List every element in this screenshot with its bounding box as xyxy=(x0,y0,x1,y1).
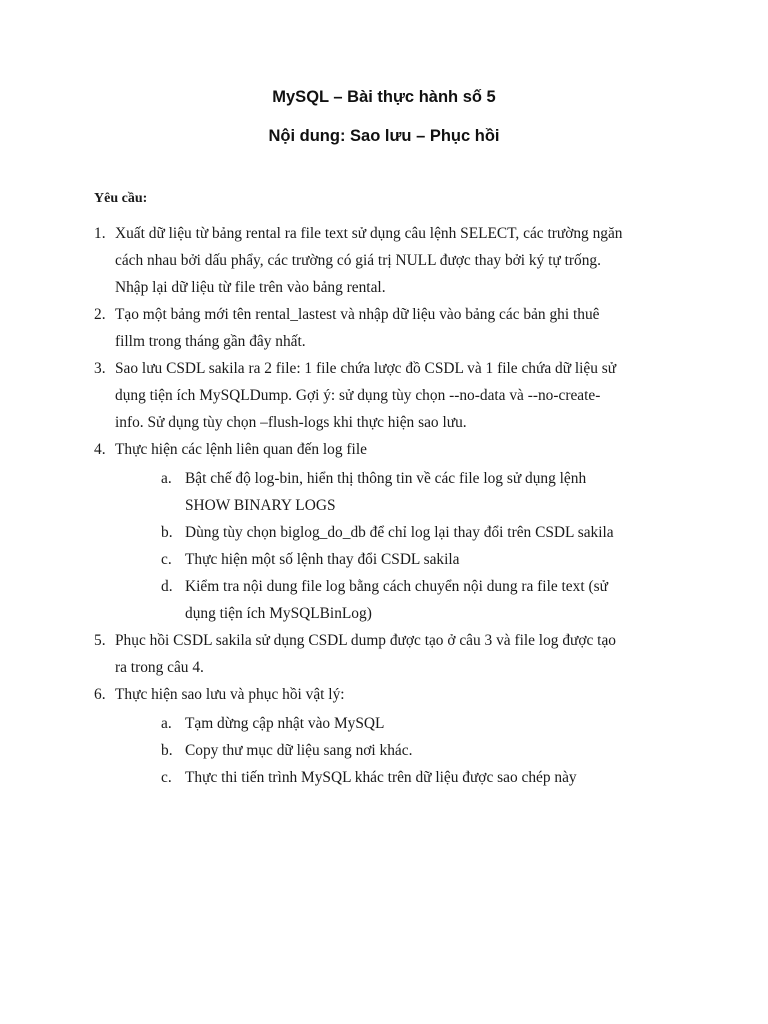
sub-item-letter: d. xyxy=(161,578,173,595)
item-number: 3. xyxy=(94,360,106,377)
item-text-line: Dùng tùy chọn biglog_do_db để chỉ log lại thay đổi trên CSDL sakila xyxy=(185,524,614,541)
document-title: MySQL – Bài thực hành số 5 xyxy=(272,88,496,106)
item-text-line: cách nhau bởi dấu phẩy, các trường có giá trị NULL được thay bởi ký tự trống. xyxy=(115,252,601,269)
item-text-line: Nhập lại dữ liệu từ file trên vào bảng rental. xyxy=(115,279,386,296)
sub-item-letter: c. xyxy=(161,769,172,786)
item-number: 5. xyxy=(94,632,106,649)
item-text-line: SHOW BINARY LOGS xyxy=(185,497,336,514)
item-text-line: Phục hồi CSDL sakila sử dụng CSDL dump được tạo ở câu 3 và file log được tạo xyxy=(115,632,616,649)
sub-item-letter: a. xyxy=(161,715,172,732)
item-text-line: Bật chế độ log-bin, hiển thị thông tin về các file log sử dụng lệnh xyxy=(185,470,587,487)
item-text-line: Copy thư mục dữ liệu sang nơi khác. xyxy=(185,742,413,759)
item-text-line: dụng tiện ích MySQLDump. Gợi ý: sử dụng tùy chọn --no-data và --no-create- xyxy=(115,387,601,404)
item-text-line: info. Sử dụng tùy chọn –flush-logs khi thực hiện sao lưu. xyxy=(115,414,467,431)
item-text-line: Xuất dữ liệu từ bảng rental ra file text sử dụng câu lệnh SELECT, các trường ngăn xyxy=(115,225,623,242)
item-text-line: Thực hiện sao lưu và phục hồi vật lý: xyxy=(115,686,345,703)
item-text-line: dụng tiện ích MySQLBinLog) xyxy=(185,605,372,622)
item-number: 2. xyxy=(94,306,106,323)
sub-item-letter: a. xyxy=(161,470,172,487)
sub-item-letter: c. xyxy=(161,551,172,568)
item-text-line: Kiểm tra nội dung file log bằng cách chuyển nội dung ra file text (sử xyxy=(185,578,608,595)
item-text-line: ra trong câu 4. xyxy=(115,659,204,676)
item-text-line: Thực hiện các lệnh liên quan đến log file xyxy=(115,441,367,458)
requirements-label: Yêu cầu: xyxy=(94,191,148,206)
item-text-line: Sao lưu CSDL sakila ra 2 file: 1 file chứa lược đồ CSDL và 1 file chứa dữ liệu sử xyxy=(115,360,617,377)
sub-item-letter: b. xyxy=(161,524,173,541)
item-text-line: fillm trong tháng gần đây nhất. xyxy=(115,333,306,350)
item-text-line: Thực thi tiến trình MySQL khác trên dữ liệu được sao chép này xyxy=(185,769,577,786)
item-number: 1. xyxy=(94,225,106,242)
document-subtitle: Nội dung: Sao lưu – Phục hồi xyxy=(268,127,500,145)
sub-item-letter: b. xyxy=(161,742,173,759)
item-number: 4. xyxy=(94,441,106,458)
item-number: 6. xyxy=(94,686,106,703)
item-text-line: Thực hiện một số lệnh thay đổi CSDL sakila xyxy=(185,551,460,568)
item-text-line: Tạo một bảng mới tên rental_lastest và nhập dữ liệu vào bảng các bản ghi thuê xyxy=(115,306,600,323)
item-text-line: Tạm dừng cập nhật vào MySQL xyxy=(185,715,385,732)
